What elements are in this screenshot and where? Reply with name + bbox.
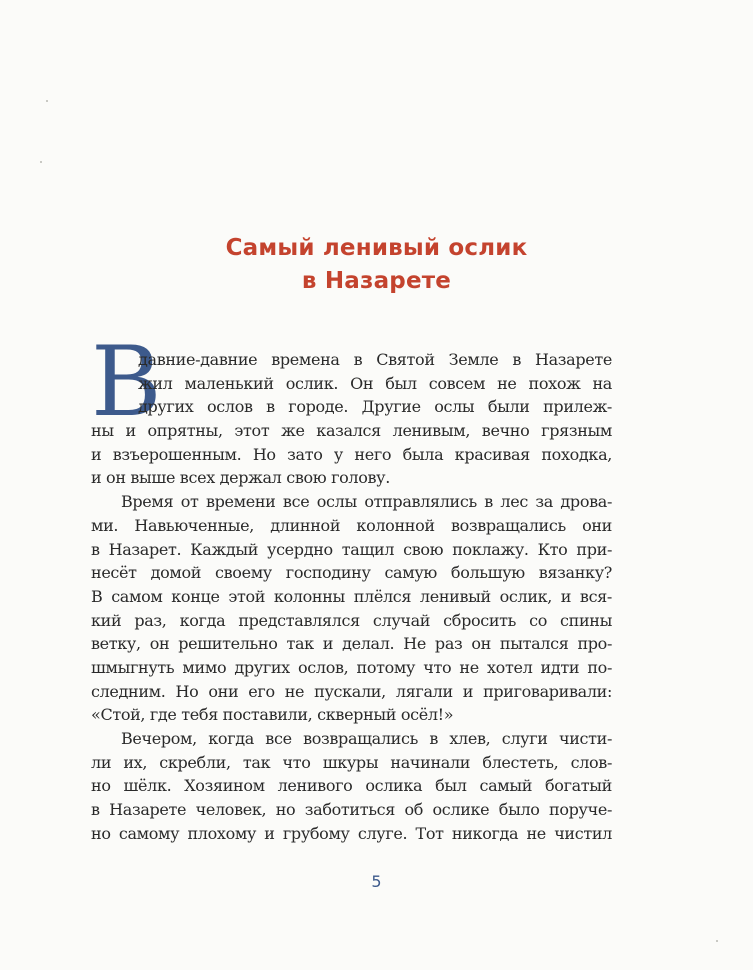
text-line: ми. Навьюченные, длинной колонной возвращались они xyxy=(91,515,612,535)
text-line: давние-давние времена в Святой Земле в Назарете xyxy=(138,350,612,369)
text-line: в Назарет. Каждый усердно тащил свою поклажу. Кто при- xyxy=(91,539,612,559)
text-line: жил маленький ослик. Он был совсем не похож на xyxy=(138,373,612,393)
text-line: кий раз, когда представлялся случай сбросить со спины xyxy=(91,610,612,630)
text-line: шмыгнуть мимо других ослов, потому что не хотел идти по- xyxy=(91,657,612,677)
drop-cap-lines xyxy=(138,348,612,419)
text-line: Время от времени все ослы отправлялись в лес за дрова- xyxy=(121,492,612,512)
text-line: ветку, он решительно так и делал. Не раз он пытался про- xyxy=(91,634,612,654)
paper-speck xyxy=(46,100,48,102)
text-line: и он выше всех держал свою голову. xyxy=(91,468,390,488)
text-line: несёт домой своему господину самую большую вязанку? xyxy=(91,563,612,583)
text-line: других ослов в городе. Другие ослы были прилеж- xyxy=(138,397,612,417)
text-line: но шёлк. Хозяином ленивого ослика был самый богатый xyxy=(91,776,612,796)
chapter-title xyxy=(0,232,753,298)
text-line: и взъерошенным. Но зато у него была красивая походка, xyxy=(91,444,612,464)
text-line: В самом конце этой колонны плёлся ленивый ослик, и вся- xyxy=(91,586,612,606)
text-line: но самому плохому и грубому слуге. Тот никогда не чистил xyxy=(91,823,612,843)
text-line: ны и опрятны, этот же казался ленивым, вечно грязным xyxy=(91,421,612,441)
drop-cap: В xyxy=(91,326,162,438)
chapter-title-line-2: в Назарете xyxy=(301,268,452,294)
paper-speck xyxy=(40,161,42,163)
text-line: ли их, скребли, так что шкуры начинали блестеть, слов- xyxy=(91,752,612,772)
text-line: Вечером, когда все возвращались в хлев, слуги чисти- xyxy=(121,729,612,749)
paper-speck xyxy=(716,940,718,942)
chapter-title-line-1: Самый ленивый ослик xyxy=(225,235,528,261)
text-line: «Стой, где тебя поставили, скверный осёл!» xyxy=(91,705,454,725)
body-text xyxy=(91,419,612,845)
page-number: 5 xyxy=(371,872,382,891)
text-line: следним. Но они его не пускали, лягали и приговаривали: xyxy=(91,681,612,701)
text-line: в Назарете человек, но заботиться об ослике было поруче- xyxy=(91,800,612,820)
